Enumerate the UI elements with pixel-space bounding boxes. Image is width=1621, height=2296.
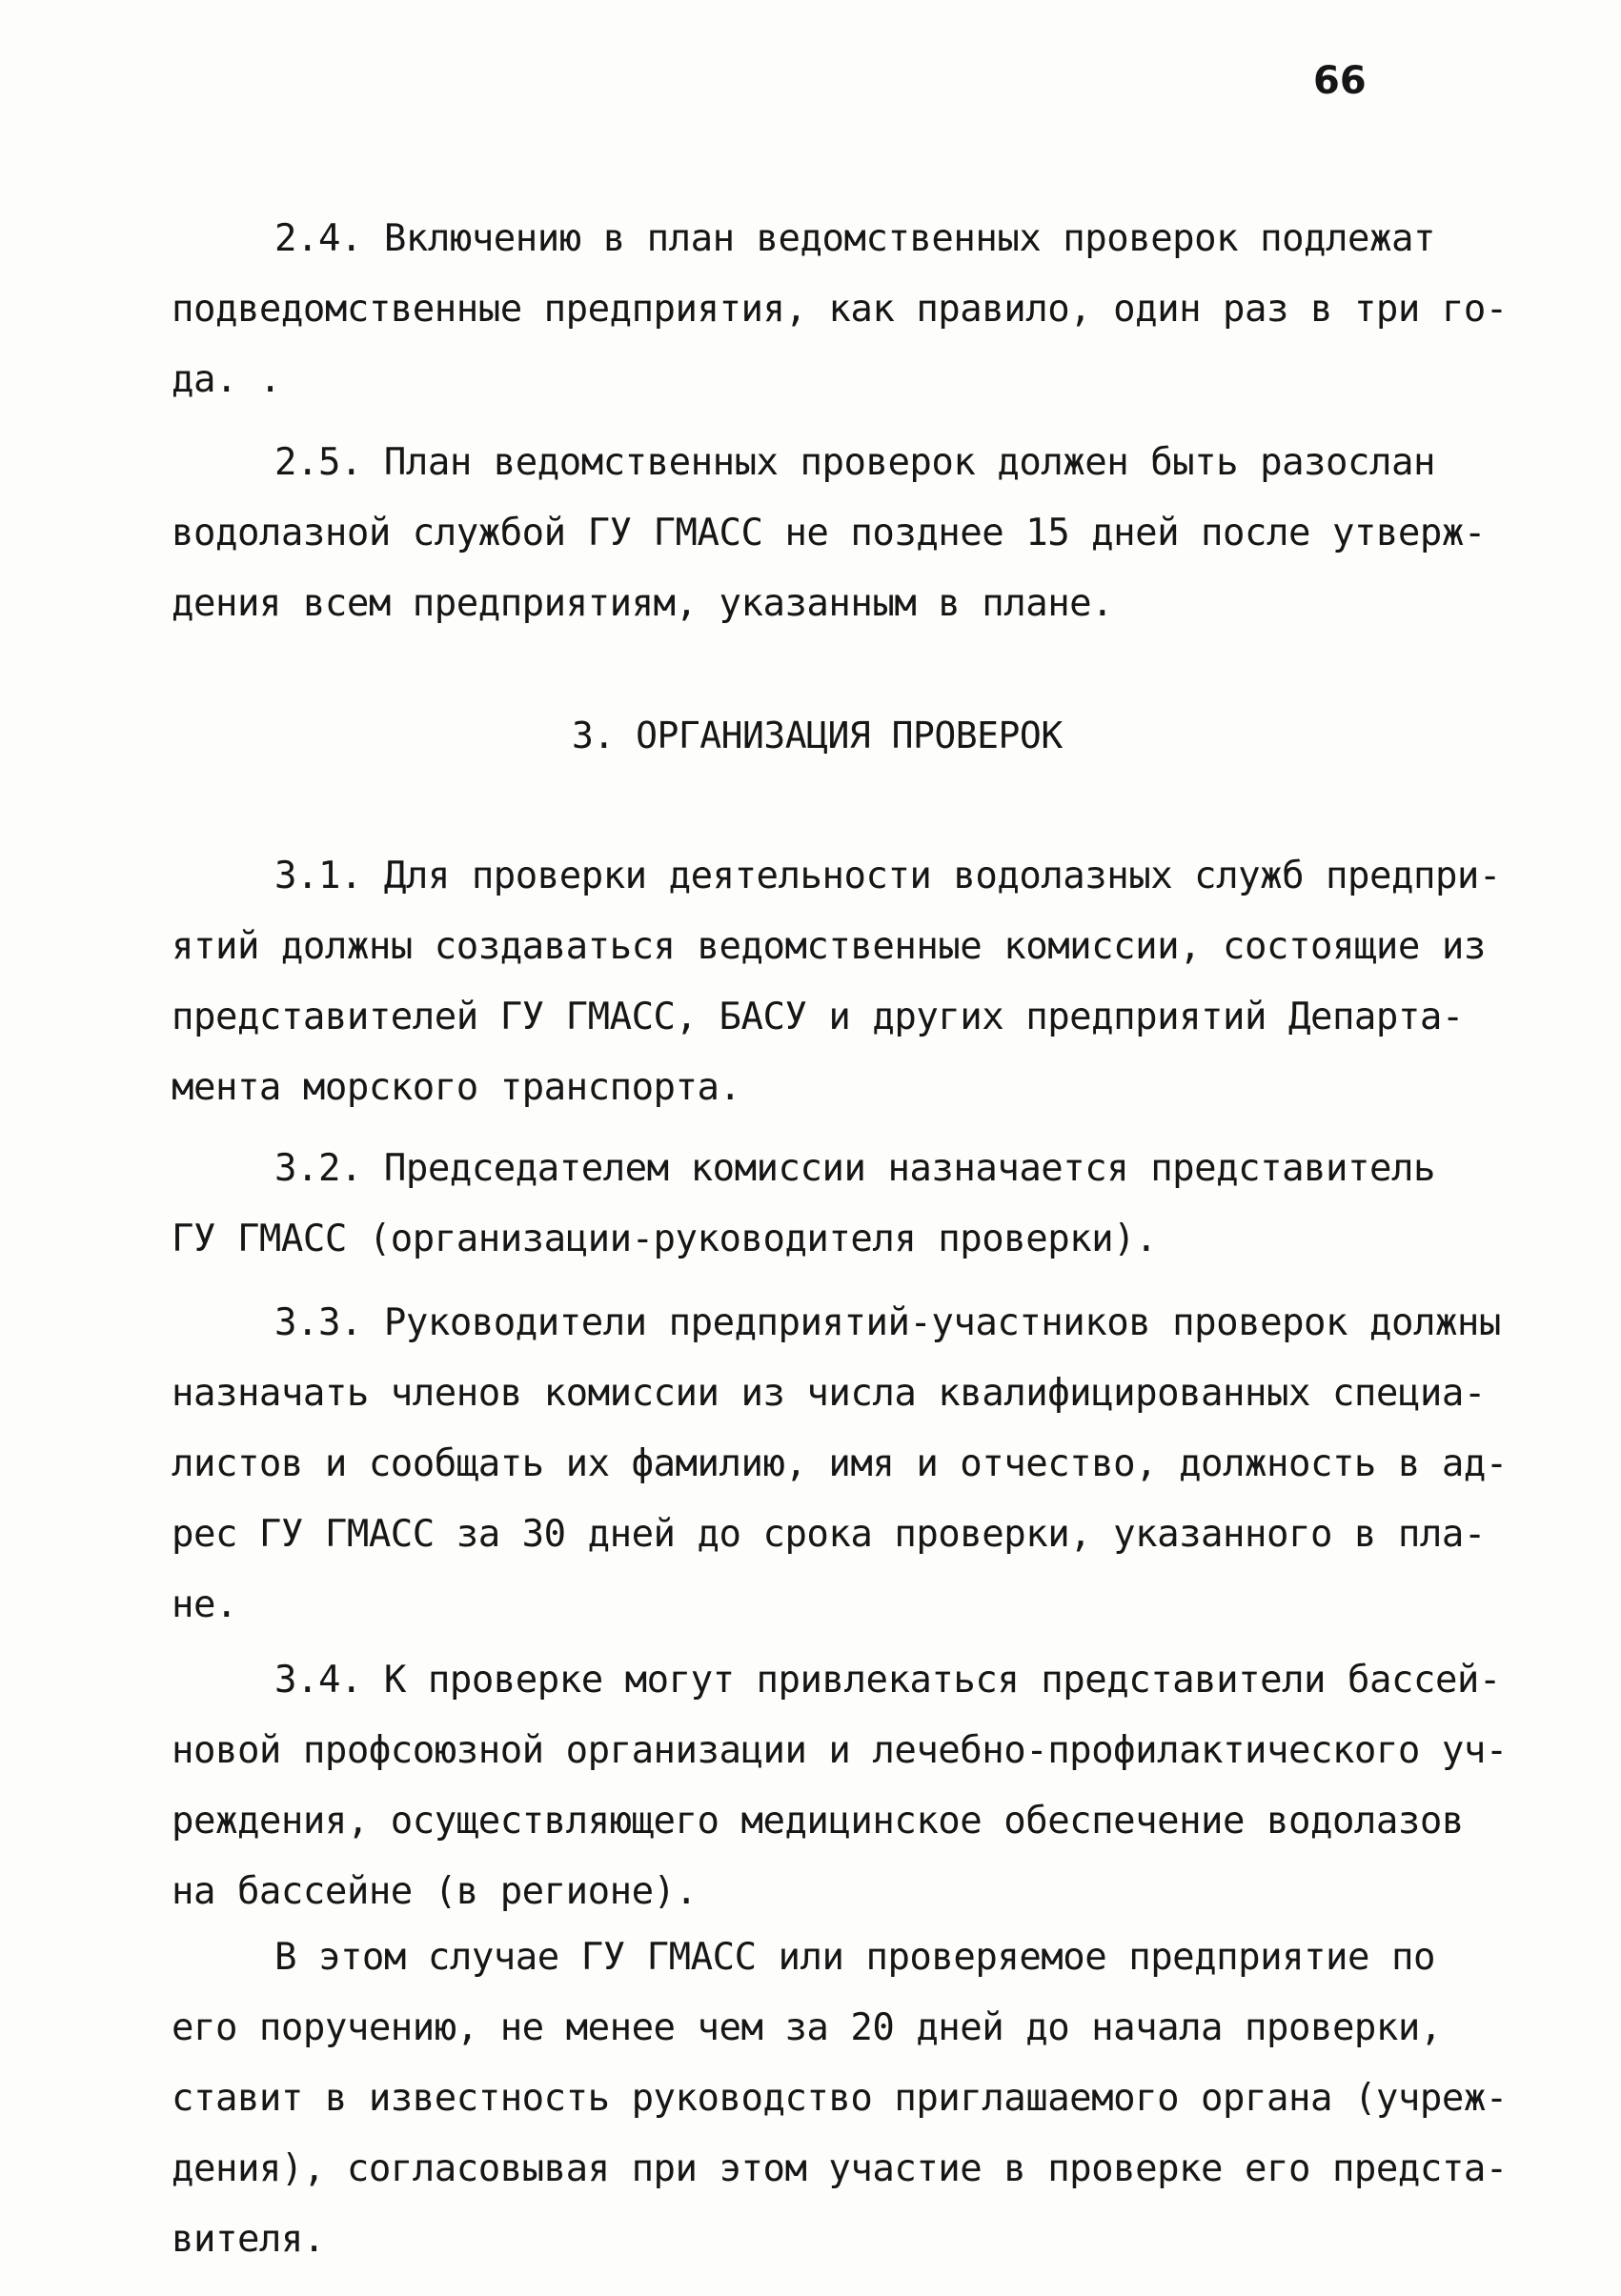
paragraph-3-4 [172, 1645, 1508, 1927]
paragraph-2-4 [172, 204, 1508, 415]
text-line: водолазной службой ГУ ГМАСС не позднее 15 дней после утверж- [172, 512, 1486, 554]
section-heading: 3. ОРГАНИЗАЦИЯ ПРОВЕРОК [572, 715, 1063, 756]
page-number: 66 [1313, 59, 1367, 103]
text-line: назначать членов комиссии из числа квалифицированных специа- [172, 1372, 1486, 1415]
text-line: подведомственные предприятия, как правило, один раз в три го- [172, 288, 1508, 331]
paragraph-3-3 [172, 1288, 1508, 1641]
text-line: мента морского транспорта. [172, 1066, 741, 1109]
text-line: 3.2. Председателем комиссии назначается представитель [274, 1147, 1435, 1190]
text-line: 2.4. Включению в план ведомственных проверок подлежат [274, 217, 1435, 260]
text-line: новой профсоюзной организации и лечебно-профилактического уч- [172, 1729, 1508, 1772]
text-line: дения всем предприятиям, указанным в плане. [172, 582, 1114, 625]
text-line: рес ГУ ГМАСС за 30 дней до срока проверки, указанного в пла- [172, 1513, 1486, 1556]
text-line: 3.1. Для проверки деятельности водолазных служб предпри- [274, 855, 1501, 897]
text-line: ГУ ГМАСС (организации-руководителя проверки). [172, 1218, 1158, 1260]
text-line: В этом случае ГУ ГМАСС или проверяемое предприятие по [274, 1936, 1435, 1979]
text-line: 3.3. Руководители предприятий-участников проверок должны [274, 1301, 1501, 1344]
text-line: вителя. [172, 2218, 325, 2261]
text-line: дения), согласовывая при этом участие в проверке его предста- [172, 2147, 1508, 2190]
text-line: не. [172, 1583, 237, 1626]
text-line: 2.5. План ведомственных проверок должен быть разослан [274, 441, 1435, 484]
text-line: ятий должны создаваться ведомственные комиссии, состоящие из [172, 925, 1486, 968]
text-line: ставит в известность руководство приглашаемого органа (учреж- [172, 2077, 1508, 2120]
text-line: его поручению, не менее чем за 20 дней до начала проверки, [172, 2006, 1442, 2049]
paragraph-3-4-continuation [172, 1923, 1508, 2275]
text-line: на бассейне (в регионе). [172, 1870, 698, 1913]
paragraph-3-1 [172, 841, 1501, 1123]
text-line: да. . [172, 358, 281, 401]
text-line: листов и сообщать их фамилию, имя и отчество, должность в ад- [172, 1442, 1508, 1485]
text-line: 3.4. К проверке могут привлекаться представители бассей- [274, 1659, 1501, 1702]
text-line: реждения, осуществляющего медицинское обеспечение водолазов [172, 1800, 1464, 1843]
paragraph-3-2 [172, 1134, 1458, 1275]
paragraph-2-5 [172, 428, 1486, 639]
text-line: представителей ГУ ГМАСС, БАСУ и других предприятий Департа- [172, 996, 1464, 1038]
